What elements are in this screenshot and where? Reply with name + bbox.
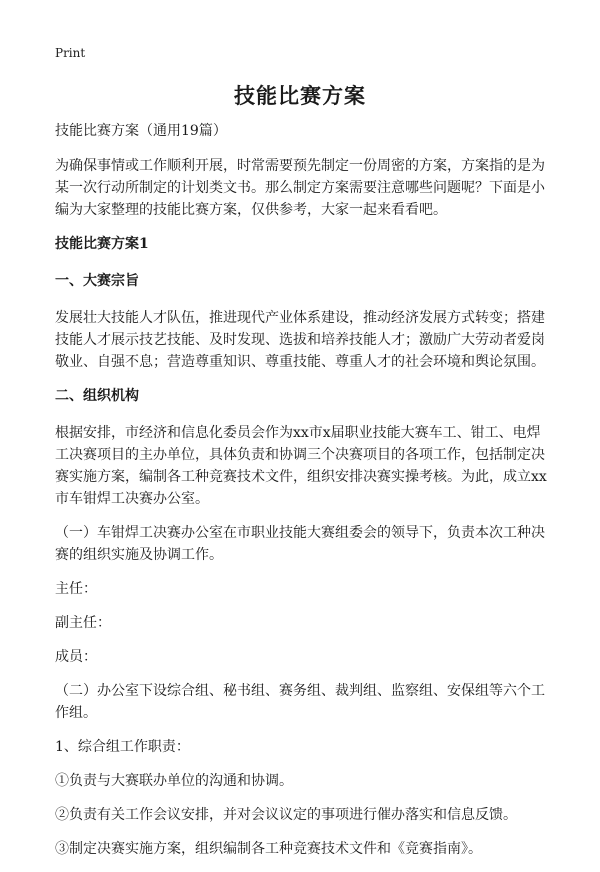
general-group-heading: 1、综合组工作职责： bbox=[55, 739, 190, 755]
list-item: ②负责有关工作会议安排，并对会议议定的事项进行催办落实和信息反馈。 bbox=[55, 807, 517, 823]
list-item: ①负责与大赛联办单位的沟通和协调。 bbox=[55, 773, 293, 789]
organization-paragraph: 根据安排，市经济和信息化委员会作为xx市x届职业技能大赛车工、钳工、电焊工决赛项目的主办单位，具体负责和协调三个决赛项目的各项工作，包括制定决赛实施方案，编制各工种竞赛技术文件，组织安排决赛实操考核。为此，成立xx市车钳焊工决赛办公室。 bbox=[55, 425, 547, 507]
page-title: 技能比赛方案 bbox=[234, 84, 366, 108]
working-groups-paragraph: （二）办公室下设综合组、秘书组、赛务组、裁判组、监察组、安保组等六个工作组。 bbox=[55, 683, 545, 721]
members-line: 成员： bbox=[55, 649, 97, 665]
document-body bbox=[55, 120, 554, 872]
section-title: 技能比赛方案1 bbox=[55, 236, 149, 252]
office-duty-paragraph: （一）车钳焊工决赛办公室在市职业技能大赛组委会的领导下，负责本次工种决赛的组织实施及协调工作。 bbox=[55, 525, 545, 563]
intro-paragraph: 为确保事情或工作顺利开展，时常需要预先制定一份周密的方案，方案指的是为某一次行动所制定的计划类文书。那么制定方案需要注意哪些问题呢？下面是小编为大家整理的技能比赛方案，仅供参考，大家一起来看看吧。 bbox=[55, 158, 545, 218]
heading-organization: 二、组织机构 bbox=[55, 388, 139, 404]
deputy-director-line: 副主任： bbox=[55, 615, 111, 631]
director-line: 主任： bbox=[55, 581, 97, 597]
list-item: ③制定决赛实施方案，组织编制各工种竞赛技术文件和《竞赛指南》。 bbox=[55, 841, 482, 857]
print-link[interactable]: Print bbox=[55, 46, 86, 60]
document-subtitle: 技能比赛方案（通用19篇） bbox=[55, 123, 227, 139]
heading-purpose: 一、大赛宗旨 bbox=[55, 273, 139, 289]
purpose-paragraph: 发展壮大技能人才队伍，推进现代产业体系建设，推动经济发展方式转变；搭建技能人才展示技艺技能、及时发现、选拔和培养技能人才；激励广大劳动者爱岗敬业、自强不息；营造尊重知识、尊重技能、尊重人才的社会环境和舆论氛围。 bbox=[55, 310, 545, 370]
